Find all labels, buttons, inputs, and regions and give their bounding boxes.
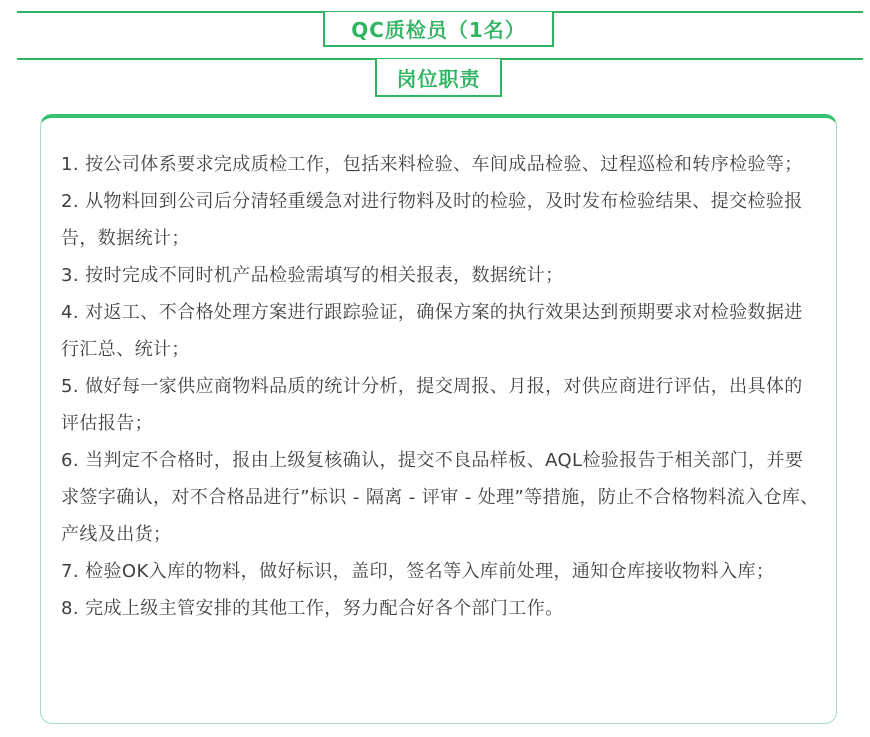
duty-item: 1. 按公司体系要求完成质检工作，包括来料检验、车间成品检验、过程巡检和转序检验等；: [61, 154, 803, 175]
duty-item: 3. 按时完成不同时机产品检验需填写的相关报表，数据统计；: [61, 265, 564, 286]
section-title: 岗位职责: [375, 59, 502, 97]
duty-item: 7. 检验OK入库的物料，做好标识，盖印，签名等入库前处理，通知仓库接收物料入库；: [61, 561, 775, 582]
duty-item: 2. 从物料回到公司后分清轻重缓急对进行物料及时的检验，及时发布检验结果、提交检验报告，数据统计；: [61, 191, 803, 249]
duty-item: 4. 对返工、不合格处理方案进行跟踪验证，确保方案的执行效果达到预期要求对检验数据进行汇总、统计；: [61, 302, 803, 360]
duties-list: [61, 146, 821, 627]
duty-item: 5. 做好每一家供应商物料品质的统计分析，提交周报、月报，对供应商进行评估，出具体的评估报告；: [61, 376, 803, 434]
page-title: QC质检员（1名）: [323, 12, 554, 47]
duty-item: 8. 完成上级主管安排的其他工作，努力配合好各个部门工作。: [61, 598, 564, 619]
duty-item: 6. 当判定不合格时，报由上级复核确认，提交不良品样板、AQL检验报告于相关部门，并要求签字确认，对不合格品进行”标识 - 隔离 - 评审 - 处理”等措施，防止不合格物料流入仓库、产线及出货；: [61, 450, 819, 545]
